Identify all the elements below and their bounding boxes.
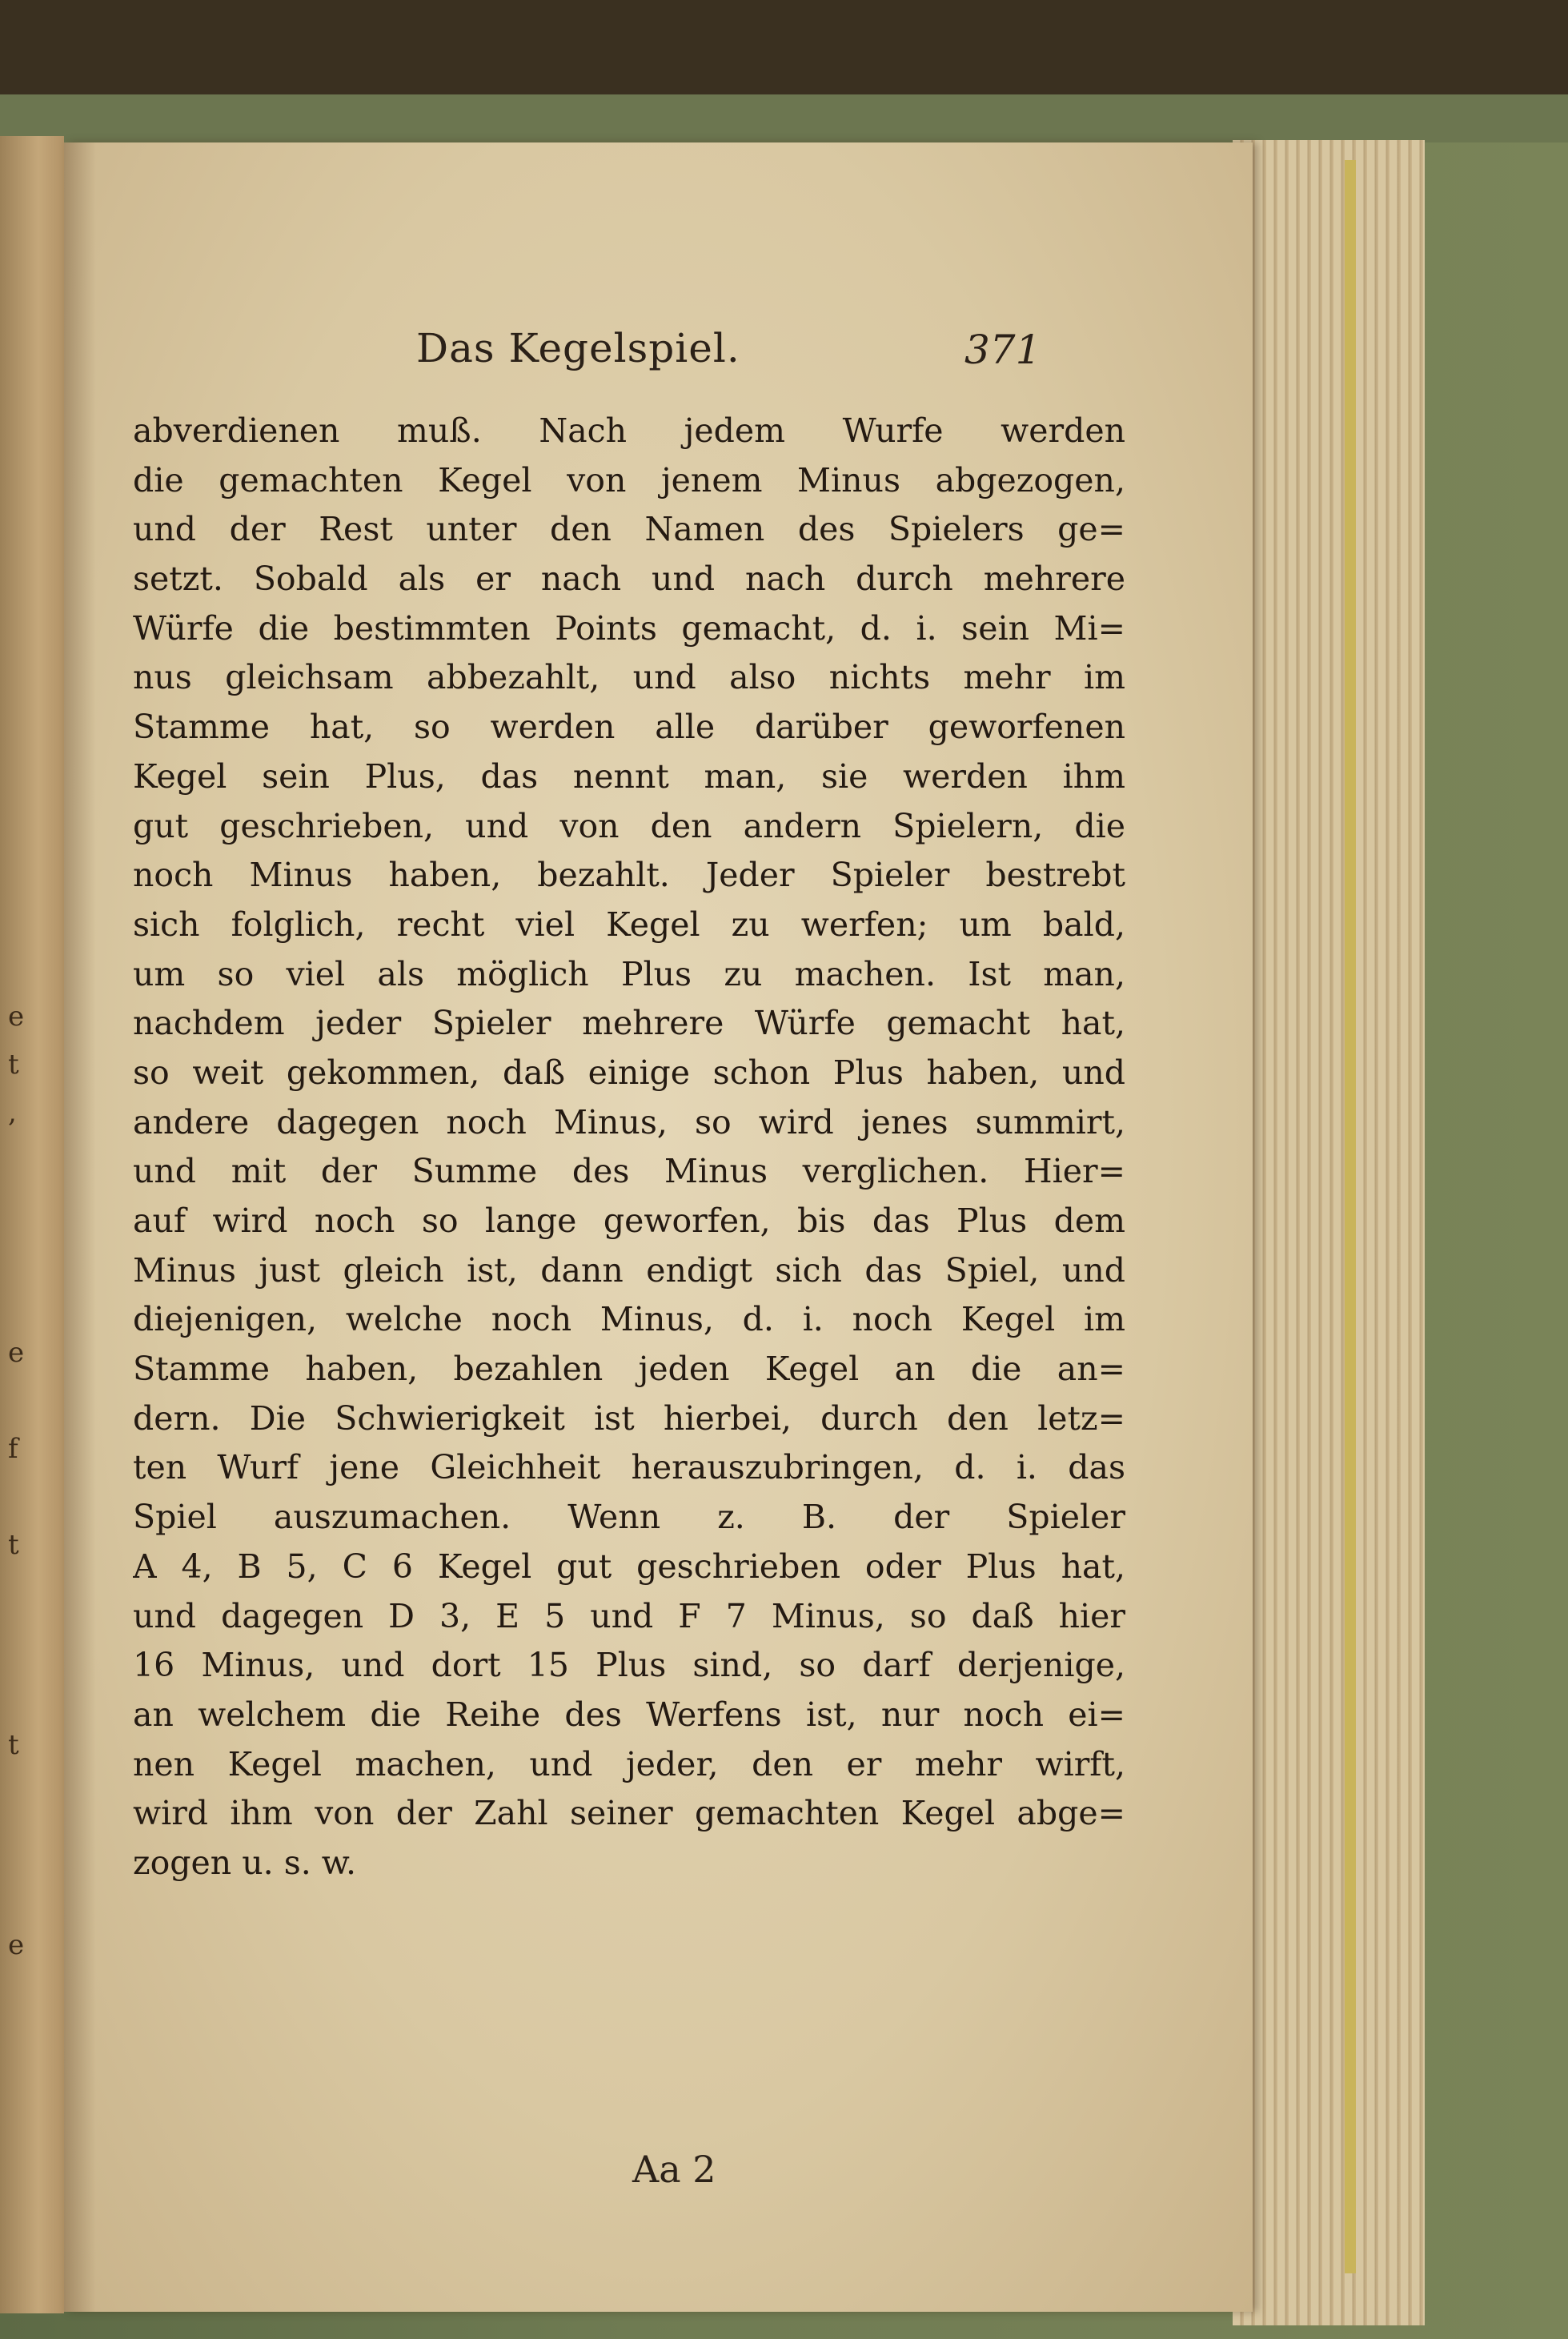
left-page-fragment: , [8, 1097, 17, 1129]
text-line: und mit der Summe des Minus verglichen. Hier= [133, 1152, 1125, 1191]
text-line: nachdem jeder Spieler mehrere Würfe gemacht hat, [133, 1004, 1125, 1043]
text-line: Kegel sein Plus, das nennt man, sie werden ihm [133, 756, 1125, 796]
body-text [133, 407, 1125, 1888]
left-page-fragment: e [8, 1337, 25, 1369]
left-page-fragment: t [8, 1729, 19, 1761]
text-line: so weit gekommen, daß einige schon Plus haben, und [133, 1053, 1125, 1092]
page-gutter-shadow [64, 142, 96, 2312]
text-line: an welchem die Reihe des Werfens ist, nur noch ei= [133, 1695, 1125, 1734]
text-line: nen Kegel machen, und jeder, den er mehr wirft, [133, 1744, 1125, 1783]
text-line: Würfe die bestimmten Points gemacht, d. i. sein Mi= [133, 608, 1125, 648]
text-line: A 4, B 5, C 6 Kegel gut geschrieben oder Plus hat, [133, 1547, 1125, 1586]
cover-top-edge [0, 94, 1568, 142]
text-line: zogen u. s. w. [133, 1843, 357, 1882]
text-line: ten Wurf jene Gleichheit herauszubringen, d. i. das [133, 1448, 1125, 1487]
text-line: abverdienen muß. Nach jedem Wurfe werden [133, 411, 1125, 450]
left-page-fragment: t [8, 1049, 19, 1081]
signature-mark: Aa 2 [632, 2148, 716, 2191]
text-line: gut geschrieben, und von den andern Spielern, die [133, 806, 1125, 845]
text-line: Stamme hat, so werden alle darüber geworfenen [133, 708, 1125, 747]
text-line: um so viel als möglich Plus zu machen. Ist man, [133, 954, 1125, 993]
left-page-fragment: t [8, 1529, 19, 1561]
text-line: die gemachten Kegel von jenem Minus abgezogen, [133, 460, 1125, 499]
text-line: und dagegen D 3, E 5 und F 7 Minus, so daß hier [133, 1596, 1125, 1635]
gilt-edge-strip [1345, 160, 1356, 2273]
page-stack-edge [1233, 140, 1425, 2325]
text-line: sich folglich, recht viel Kegel zu werfen; um bald, [133, 905, 1125, 944]
left-page-fragment: f [8, 1433, 18, 1465]
text-line: und der Rest unter den Namen des Spielers ge= [133, 510, 1125, 549]
page-header [64, 325, 1253, 389]
text-line: andere dagegen noch Minus, so wird jenes summirt, [133, 1102, 1125, 1141]
text-line: 16 Minus, und dort 15 Plus sind, so darf derjenige, [133, 1646, 1125, 1685]
text-line: Stamme haben, bezahlen jeden Kegel an die an= [133, 1350, 1125, 1389]
text-line: diejenigen, welche noch Minus, d. i. noch Kegel im [133, 1300, 1125, 1339]
text-line: noch Minus haben, bezahlt. Jeder Spieler bestrebt [133, 856, 1125, 895]
left-page-fragment: e [8, 1001, 25, 1033]
text-line: auf wird noch so lange geworfen, bis das Plus dem [133, 1202, 1125, 1240]
text-line: nus gleichsam abbezahlt, und also nichts mehr im [133, 658, 1125, 697]
running-title: Das Kegelspiel. [416, 325, 740, 371]
text-line: dern. Die Schwierigkeit ist hierbei, durch den letz= [133, 1398, 1125, 1438]
page-number: 371 [964, 327, 1041, 373]
text-line: Spiel auszumachen. Wenn z. B. der Spieler [133, 1498, 1125, 1537]
text-line: setzt. Sobald als er nach und nach durch mehrere [133, 560, 1125, 599]
left-page-fragment: e [8, 1929, 25, 1961]
text-line: Minus just gleich ist, dann endigt sich das Spiel, und [133, 1250, 1125, 1290]
text-line: wird ihm von der Zahl seiner gemachten Kegel abge= [133, 1794, 1125, 1833]
book-page [64, 142, 1253, 2312]
left-page-edge [0, 136, 64, 2313]
